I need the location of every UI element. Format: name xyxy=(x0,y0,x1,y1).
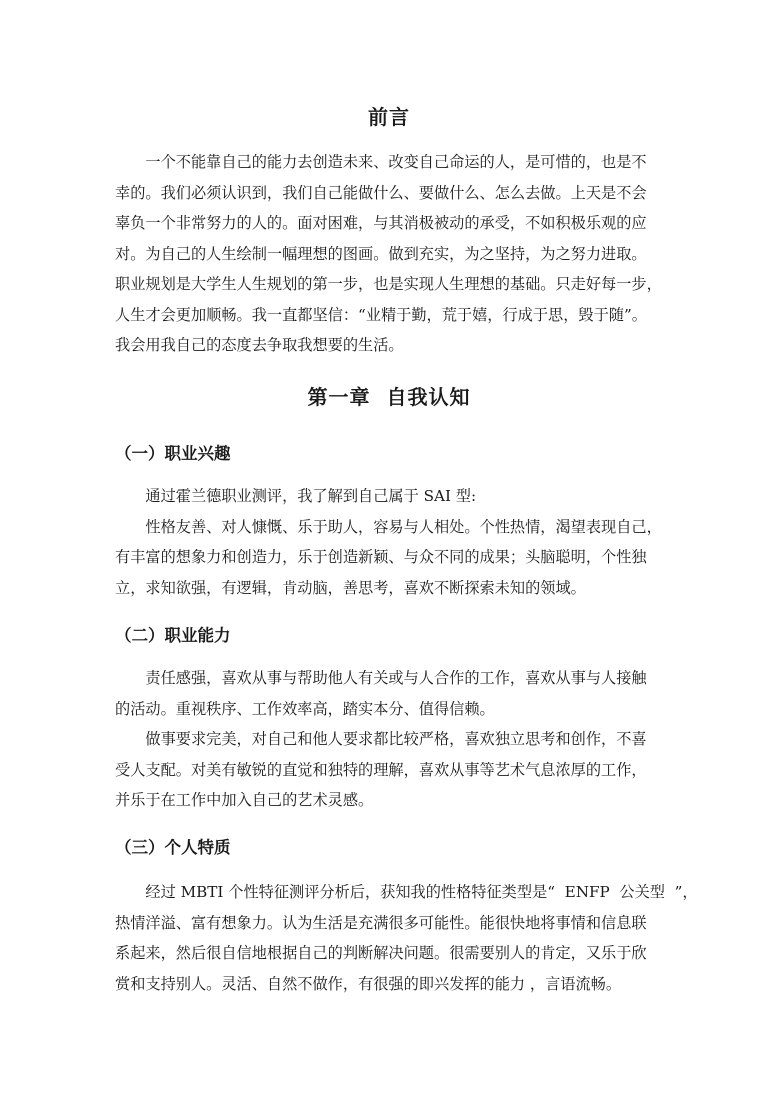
traits-line: 赏和支持别人。灵活、自然不做作，有很强的即兴发挥的能力 ，言语流畅。 xyxy=(115,974,622,993)
ability-line: 责任感强，喜欢从事与帮助他人有关或与人合作的工作，喜欢从事与人接触 xyxy=(145,669,647,687)
preface-line: 幸的。我们必须认识到，我们自己能做什么、要做什么、怎么去做。上天是不会 xyxy=(115,183,647,202)
preface-line: 人生才会更加顺畅。我一直都坚信：“业精于勤，荒于嬉，行成于思，毁于随”。 xyxy=(115,305,647,324)
ability-line: 受人支配。对美有敏锐的直觉和独特的理解，喜欢从事等艺术气息浓厚的工作， xyxy=(115,760,647,779)
preface-line: 职业规划是大学生人生规划的第一步，也是实现人生理想的基础。只走好每一步， xyxy=(115,275,662,293)
preface-line: 我会用我自己的态度去争取我想要的生活。 xyxy=(115,336,404,354)
ability-line: 并乐于在工作中加入自己的艺术灵感。 xyxy=(115,791,374,809)
section-heading-ability: （二）职业能力 xyxy=(115,626,231,645)
preface-paragraph xyxy=(115,147,663,361)
interest-line: 性格友善、对人慷慨、乐于助人，容易与人相处。个性热情，渴望表现自己， xyxy=(145,517,662,536)
ability-line: 做事要求完美，对自己和他人要求都比较严格，喜欢独立思考和创作，不喜 xyxy=(145,730,647,748)
interest-line: 有丰富的想象力和创造力，乐于创造新颖、与众不同的成果；头脑聪明，个性独 xyxy=(115,548,647,566)
interest-line: 立，求知欲强，有逻辑，肯动脑，善思考，喜欢不断探索未知的领域。 xyxy=(115,578,586,597)
preface-line: 辜负一个非常努力的人的。面对困难，与其消极被动的承受，不如积极乐观的应 xyxy=(115,214,647,232)
interest-line: 通过霍兰德职业测评，我了解到自己属于 SAI 型: xyxy=(145,487,477,505)
traits-line: 系起来，然后很自信地根据自己的判断解决问题。很需要别人的肯定，又乐于欣 xyxy=(115,944,647,962)
preface-line: 对。为自己的人生绘制一幅理想的图画。做到充实，为之坚持，为之努力进取。 xyxy=(115,244,647,263)
traits-line: 经过 MBTI 个性特征测评分析后，获知我的性格特征类型是“ ENFP 公关型 ”， xyxy=(145,883,698,901)
ability-paragraph xyxy=(115,663,663,816)
traits-paragraph xyxy=(115,877,698,999)
section-heading-traits: （三）个人特质 xyxy=(115,838,231,857)
ability-line: 的活动。重视秩序、工作效率高，踏实本分、值得信赖。 xyxy=(115,699,495,718)
preface-title: 前言 xyxy=(368,105,410,129)
preface-line: 一个不能靠自己的能力去创造未来、改变自己命运的人，是可惜的，也是不 xyxy=(145,153,647,171)
traits-line: 热情洋溢、富有想象力。认为生活是充满很多可能性。能很快地将事情和信息联 xyxy=(115,913,647,932)
section-heading-interest: （一）职业兴趣 xyxy=(115,444,231,463)
chapter1-title: 第一章 自我认知 xyxy=(307,385,471,409)
interest-paragraph xyxy=(115,481,663,603)
